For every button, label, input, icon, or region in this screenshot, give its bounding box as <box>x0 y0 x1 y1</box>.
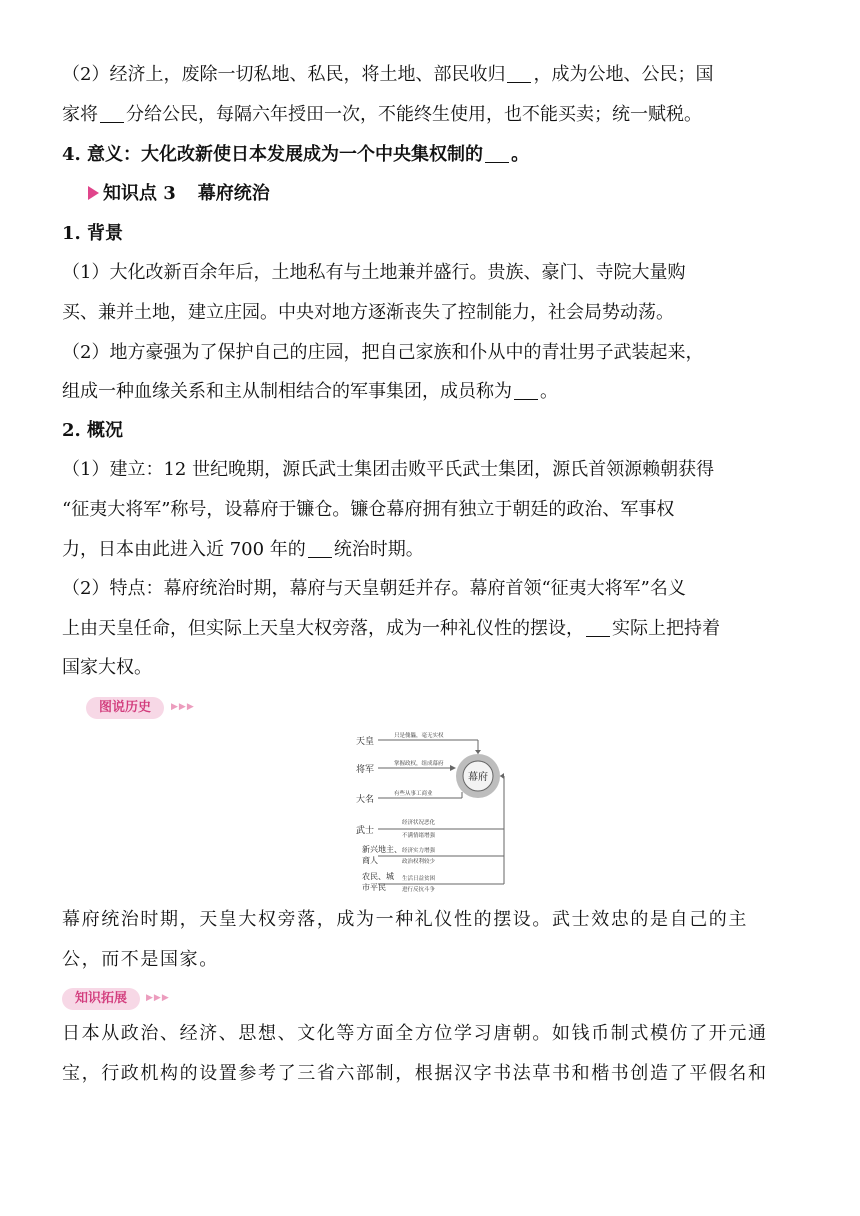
shogunate-label: 幕府 <box>468 772 488 783</box>
kp-label: 知识点 3 <box>103 183 176 204</box>
text: 力，日本由此进入近 700 年的 <box>62 539 306 560</box>
diagram-note: 只是傀儡，毫无实权 <box>394 733 444 739</box>
text: 。 <box>511 144 530 165</box>
extension-line2: 宝，行政机构的设置参考了三省六部制，根据汉字书法草书和楷书创造了平假名和 <box>62 1063 768 1084</box>
fill-blank[interactable] <box>485 142 509 163</box>
overview-p1-line3 <box>62 530 810 570</box>
diagram-row-label: 新兴地主、 <box>362 845 402 854</box>
significance-line <box>62 135 810 175</box>
background-p1-line1: （1）大化改新百余年后，土地私有与土地兼并盛行。贵族、豪门、寺院大量购 <box>62 262 686 283</box>
figure-badge: 图说历史 <box>86 697 164 719</box>
diagram-row-label: 武士 <box>356 826 375 836</box>
knowledge-point-heading <box>88 174 270 214</box>
arrowhead <box>450 765 456 771</box>
extension-line1: 日本从政治、经济、思想、文化等方面全方位学习唐朝。如钱币制式模仿了开元通 <box>62 1023 768 1044</box>
diagram-row-label: 市平民 <box>362 883 386 892</box>
diagram-note: 进行反抗斗争 <box>402 887 436 892</box>
fill-blank[interactable] <box>514 379 538 400</box>
fill-blank[interactable] <box>308 537 332 558</box>
badge-arrows-icon: ▶▶▶ <box>171 702 195 712</box>
text: 4. 意义：大化改新使日本发展成为一个中央集权制的 <box>62 144 484 165</box>
diagram-note: 生活日益贫困 <box>402 876 436 882</box>
overview-p2-line3: 国家大权。 <box>62 657 152 678</box>
figure-caption-line1: 幕府统治时期，天皇大权旁落，成为一种礼仪性的摆设。武士效忠的是自己的主 <box>62 909 748 930</box>
arrowhead <box>475 750 481 754</box>
diagram-note: 有些从事工商业 <box>394 791 433 797</box>
diagram-row-label: 天皇 <box>356 737 375 747</box>
diagram-row-label: 农民、城 <box>362 872 394 881</box>
diagram-note: 不满情绪增强 <box>402 833 436 839</box>
diagram-note: 经济实力增强 <box>402 848 436 854</box>
diagram-note: 经济状况恶化 <box>402 820 436 826</box>
fill-blank[interactable] <box>586 616 610 637</box>
triangle-marker-icon <box>88 186 99 200</box>
text: 分给公民，每隔六年授田一次，不能终生使用，也不能买卖；统一赋税。 <box>126 104 702 125</box>
background-p1-line2: 买、兼并土地，建立庄园。中央对地方逐渐丧失了控制能力，社会局势动荡。 <box>62 302 674 323</box>
fill-blank[interactable] <box>507 62 531 83</box>
text: 统治时期。 <box>333 539 424 560</box>
overview-p2-line2 <box>62 609 810 649</box>
overview-p2-line1: （2）特点：幕府统治时期，幕府与天皇朝廷并存。幕府首领“征夷大将军”名义 <box>62 578 686 599</box>
text: 组成一种血缘关系和主从制相结合的军事集团，成员称为 <box>62 381 512 402</box>
overview-p1-line1: （1）建立：12 世纪晚期，源氏武士集团击败平氏武士集团，源氏首领源赖朝获得 <box>62 459 715 480</box>
kp-title: 幕府统治 <box>197 183 270 204</box>
economy-paragraph-line1 <box>62 55 810 95</box>
text: 。 <box>540 381 558 402</box>
diagram-note: 政治权利较少 <box>402 859 436 865</box>
background-heading: 1. 背景 <box>62 223 124 244</box>
text: ，成为公地、公民；国 <box>533 64 714 85</box>
background-p2-line1: （2）地方豪强为了保护自己的庄园，把自己家族和仆从中的青壮男子武装起来， <box>62 342 704 363</box>
fill-blank[interactable] <box>100 102 124 123</box>
text: 上由天皇任命，但实际上天皇大权旁落，成为一种礼仪性的摆设， <box>62 618 584 639</box>
shogunate-diagram <box>350 728 520 892</box>
diagram-row-label: 将军 <box>356 765 375 775</box>
feedback-arrowhead <box>500 773 504 779</box>
diagram-note: 掌握政权，组成幕府 <box>394 761 444 767</box>
badge-arrows-icon: ▶▶▶ <box>146 993 170 1003</box>
overview-p1-line2: “征夷大将军”称号，设幕府于镰仓。镰仓幕府拥有独立于朝廷的政治、军事权 <box>62 499 675 520</box>
economy-paragraph-line2 <box>62 95 810 135</box>
figure-caption-line2: 公，而不是国家。 <box>62 949 219 970</box>
overview-heading: 2. 概况 <box>62 420 124 441</box>
text: 实际上把持着 <box>612 618 720 639</box>
extension-badge: 知识拓展 <box>62 988 140 1010</box>
diagram-row-label: 商人 <box>362 856 378 865</box>
text: （2）经济上，废除一切私地、私民，将土地、部民收归 <box>62 64 506 85</box>
text: 家将 <box>62 104 98 125</box>
diagram-row-label: 大名 <box>356 795 375 805</box>
background-p2-line2 <box>62 372 810 412</box>
